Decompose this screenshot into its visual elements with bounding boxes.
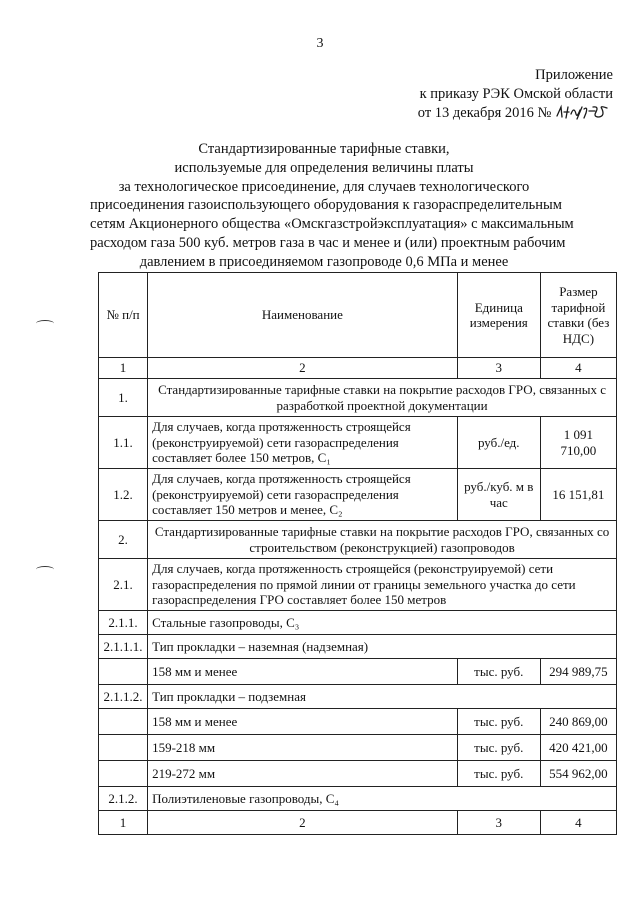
row-name: Для случаев, когда протяженность строящейся (реконструируемой) сети газораспределения по прямой линии от границы земельного участка до сети газораспределения ГРО составляет более 150 метров: [148, 559, 617, 611]
row-name: 158 мм и менее: [148, 709, 458, 735]
row-name: 158 мм и менее: [148, 659, 458, 685]
header-unit: Единица измерения: [457, 273, 540, 358]
title-line: Стандартизированные тарифные ставки,: [198, 141, 450, 157]
column-index-row: [99, 358, 617, 379]
row-num: 1.: [99, 379, 148, 417]
page-number: 3: [316, 36, 324, 51]
row-num: 1.1.: [99, 417, 148, 469]
row-num: 2.1.2.: [99, 787, 148, 811]
row-name: Для случаев, когда протяженность строящейся (реконструируемой) сети газораспределения составляет 150 метров и менее, C₂: [148, 469, 458, 521]
title-line: давлением в присоединяемом газопроводе 0,6 МПа и менее: [139, 253, 509, 270]
row-name: 219-272 мм: [148, 761, 458, 787]
title-line: присоединения газоиспользующего оборудования к газораспределительным: [90, 197, 562, 214]
row-rate: 420 421,00: [540, 735, 616, 761]
column-index: 2: [148, 811, 458, 835]
row-num: [99, 735, 148, 761]
appendix-label: Приложение: [535, 67, 613, 83]
column-index: 1: [99, 358, 148, 379]
row-name: Тип прокладки – наземная (надземная): [148, 635, 617, 659]
row-unit: тыс. руб.: [457, 761, 540, 787]
table-row: [99, 635, 617, 659]
row-name: Стандартизированные тарифные ставки на покрытие расходов ГРО, связанных со строительством (реконструкцией) газопроводов: [148, 521, 617, 559]
row-unit: руб./ед.: [457, 417, 540, 469]
column-index: 4: [540, 811, 616, 835]
row-num: 2.1.: [99, 559, 148, 611]
tariff-table: [98, 272, 617, 835]
table-row: [99, 659, 617, 685]
row-num: 2.1.1.2.: [99, 685, 148, 709]
column-index: 2: [148, 358, 458, 379]
appendix-order-date: [353, 104, 613, 123]
table-row: [99, 761, 617, 787]
row-num: [99, 659, 148, 685]
binding-hole-mark: [36, 320, 54, 327]
title-line: используемые для определения величины платы: [174, 159, 474, 176]
row-unit: руб./куб. м в час: [457, 469, 540, 521]
row-num: 2.1.1.1.: [99, 635, 148, 659]
table-row: [99, 611, 617, 635]
row-name: 159-218 мм: [148, 735, 458, 761]
appendix-header: [353, 66, 613, 123]
row-rate: 554 962,00: [540, 761, 616, 787]
row-rate: 294 989,75: [540, 659, 616, 685]
title-line: за технологическое присоединение, для случаев технологического: [118, 178, 530, 195]
row-rate: 240 869,00: [540, 709, 616, 735]
row-num: 2.1.1.: [99, 611, 148, 635]
row-num: 2.: [99, 521, 148, 559]
column-index: 1: [99, 811, 148, 835]
row-num: [99, 709, 148, 735]
header-rate: Размер тарифной ставки (без НДС): [540, 273, 616, 358]
row-unit: тыс. руб.: [457, 735, 540, 761]
row-name: Стандартизированные тарифные ставки на покрытие расходов ГРО, связанных с разработкой проектной документации: [148, 379, 617, 417]
table-row: [99, 735, 617, 761]
row-rate: 16 151,81: [540, 469, 616, 521]
column-index: 3: [457, 358, 540, 379]
document-title: [90, 140, 574, 272]
table-row: [99, 787, 617, 811]
table-row: [99, 379, 617, 417]
row-num: [99, 761, 148, 787]
row-name: Тип прокладки – подземная: [148, 685, 617, 709]
row-unit: тыс. руб.: [457, 659, 540, 685]
binding-hole-mark: [36, 566, 54, 573]
row-unit: тыс. руб.: [457, 709, 540, 735]
table-row: [99, 469, 617, 521]
table-row: [99, 559, 617, 611]
table-row: [99, 521, 617, 559]
handwritten-order-number: [555, 104, 613, 120]
appendix-order-ref: к приказу РЭК Омской области: [419, 86, 613, 102]
row-rate: 1 091 710,00: [540, 417, 616, 469]
row-name: Для случаев, когда протяженность строящейся (реконструируемой) сети газораспределения составляет более 150 метров, C₁: [148, 417, 458, 469]
appendix-order-date-text: от 13 декабря 2016 №: [417, 105, 552, 121]
column-index-row: [99, 811, 617, 835]
title-line: расходом газа 500 куб. метров газа в час и менее и (или) проектным рабочим: [90, 234, 566, 251]
row-num: 1.2.: [99, 469, 148, 521]
row-name: Полиэтиленовые газопроводы, C₄: [148, 787, 617, 811]
table-row: [99, 709, 617, 735]
header-name: Наименование: [148, 273, 458, 358]
table-row: [99, 685, 617, 709]
row-name: Стальные газопроводы, C₃: [148, 611, 617, 635]
title-line: сетям Акционерного общества «Омскгазстройэксплуатация» с максимальным: [90, 216, 574, 233]
header-num: № п/п: [99, 273, 148, 358]
column-index: 3: [457, 811, 540, 835]
table-row: [99, 417, 617, 469]
column-index: 4: [540, 358, 616, 379]
table-header-row: [99, 273, 617, 358]
